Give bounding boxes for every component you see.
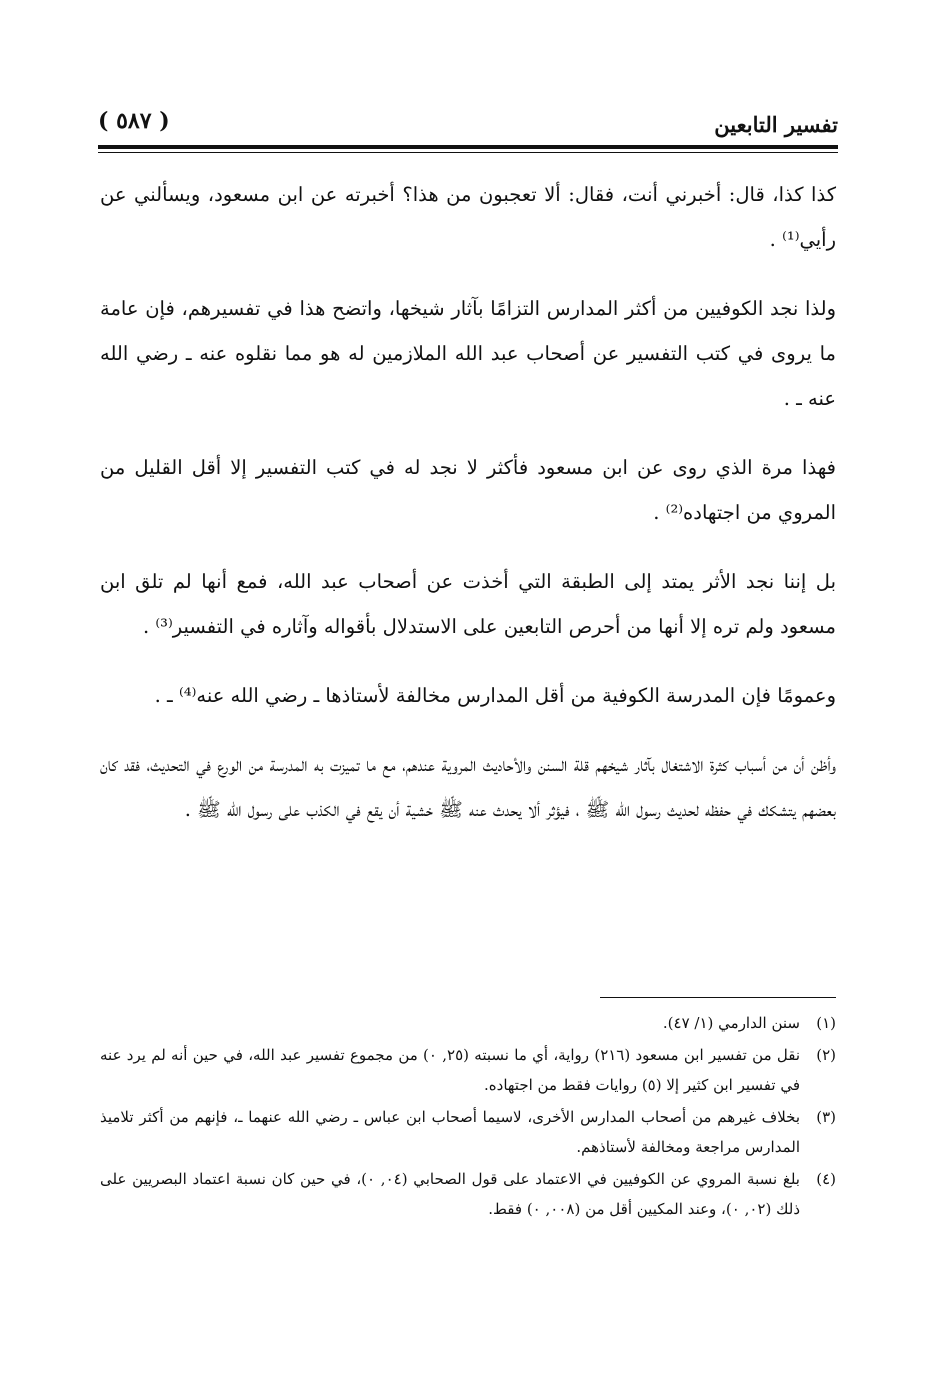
footnote-number: (٣) (816, 1108, 836, 1126)
footnote-number: (٤) (816, 1170, 836, 1188)
header-rule-thin (98, 152, 838, 153)
footnotes (100, 1008, 836, 1226)
footnote (100, 1164, 836, 1224)
page-number: ( ٥٨٧ ) (98, 108, 170, 134)
paragraph: ولذا نجد الكوفيين من أكثر المدارس التزامًا بآثار شيخها، واتضح هذا في تفسيرهم، فإن عامة ما يروى في كتب التفسير عن أصحاب عبد الله الملازمين له هو مما نقلوه عنه ـ رضي الله عنه ـ . (100, 297, 836, 410)
footnote (100, 1008, 836, 1038)
footnote-text: بخلاف غيرهم من أصحاب المدارس الأخرى، لاسيما أصحاب ابن عباس ـ رضي الله عنهما ـ، فإنهم من أكثر تلاميذ المدارس مراجعة ومخالفة لأستاذهم. (100, 1108, 800, 1156)
paragraph: وعمومًا فإن المدرسة الكوفية من أقل المدارس مخالفة لأستاذها ـ رضي الله عنه⁽⁴⁾ ـ . (154, 684, 836, 707)
paragraph: وأظن أن من أسباب كثرة الاشتغال بآثار شيخهم قلة السنن والأحاديث المروية عندهم، مع ما تميزت به المدرسة من الورع في التحديث، فقد كان بعضهم يتشكك في حفظه لحديث رسول الله ﷺ ، فيؤثر ألا يحدث عنه ﷺ خشية أن يقع في الكذب على رسول الله ﷺ . (100, 753, 836, 821)
footnote-number: (١) (816, 1014, 836, 1032)
footnote-text: سنن الدارمي (١/ ٤٧). (662, 1014, 800, 1032)
running-title: تفسير التابعين (714, 112, 838, 137)
page-header (98, 104, 838, 144)
paragraph: بل إننا نجد الأثر يمتد إلى الطبقة التي أخذت عن أصحاب عبد الله، فمع أنها لم تلق ابن مسعود ولم تره إلا أنها من أحرص التابعين على الاستدلال بأقواله وآثاره في التفسير⁽³⁾ . (100, 570, 836, 638)
footnote-separator (600, 997, 836, 998)
header-rule-thick (98, 145, 838, 149)
footnote-text: نقل من تفسير ابن مسعود (٢١٦) رواية، أي ما نسبته (٢٥, ٠) من مجموع تفسير عبد الله، في حين أنه لم يرد عنه في تفسير ابن كثير إلا (٥) روايات فقط من اجتهاده. (100, 1046, 801, 1094)
footnote-text: بلغ نسبة المروي عن الكوفيين في الاعتماد على قول الصحابي (٠٤, ٠)، في حين كان نسبة اعتماد البصريين على ذلك (٠٢, ٠)، وعند المكيين أقل من (٠٠٨, ٠) فقط. (100, 1170, 800, 1218)
paragraph: كذا كذا، قال: أخبرني أنت، فقال: ألا تعجبون من هذا؟ أخبرته عن ابن مسعود، ويسألني عن رأيي⁽¹⁾ . (100, 183, 836, 251)
main-text (100, 172, 836, 856)
footnote-number: (٢) (816, 1046, 836, 1064)
footnote (100, 1102, 836, 1162)
paragraph: فهذا مرة الذي روى عن ابن مسعود فأكثر لا نجد له في كتب التفسير إلا أقل القليل من المروي من اجتهاده⁽²⁾ . (100, 456, 836, 524)
footnote (100, 1040, 836, 1100)
